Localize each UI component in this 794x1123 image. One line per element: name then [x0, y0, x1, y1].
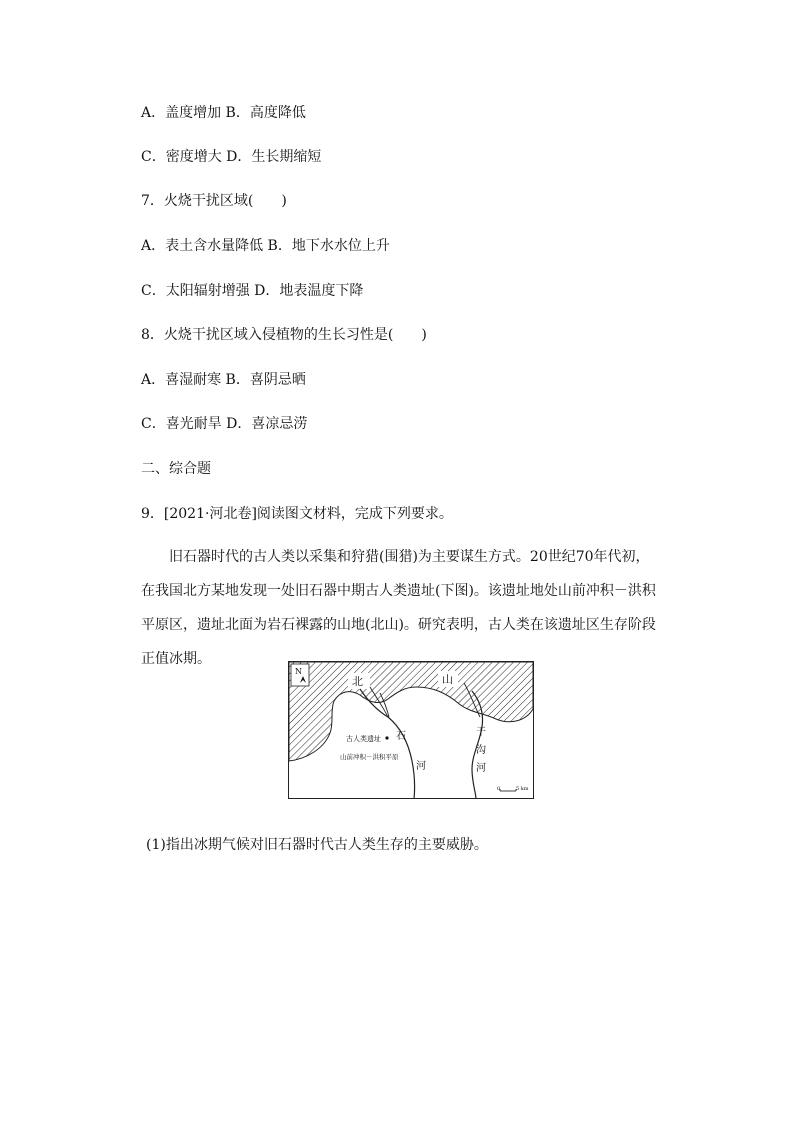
scale-zero: 0	[497, 786, 501, 792]
q7-stem: 7．火烧干扰区域( )	[141, 193, 287, 209]
q7-option-line-2: C．太阳辐射增强 D．地表温度下降	[141, 283, 364, 299]
q9-material-paragraph: 旧石器时代的古人类以采集和狩猎(围猎)为主要谋生方式。20世纪70年代初，在我国北方某地发现一处旧石器中期古人类遗址(下图)。该遗址地处山前冲积－洪积平原区，遗址北面为岩石裸露的山地(北山)。研究表明，古人类在该遗址区生存阶段正值冰期。	[141, 549, 656, 667]
scale-label: 5 km	[516, 786, 529, 792]
shi-river-label-2: 河	[416, 761, 426, 772]
plain-label: 山前冲积－洪积平原	[340, 753, 399, 761]
q6-option-line-2: C．密度增大 D．生长期缩短	[141, 149, 322, 165]
q7-option-line-1: A．表土含水量降低 B．地下水水位上升	[141, 238, 390, 254]
site-map-figure	[288, 661, 534, 799]
site-marker	[385, 736, 388, 739]
mountain-label-1: 北	[352, 675, 363, 688]
shi-river-label-1: 石	[396, 731, 406, 742]
gangou-river-label-3: 河	[476, 763, 486, 774]
gangou-river-label-2: 沟	[476, 745, 486, 756]
q8-option-line-2: C．喜光耐旱 D．喜凉忌涝	[141, 416, 308, 432]
north-arrow-label: N	[295, 667, 302, 676]
q8-option-line-1: A．喜湿耐寒 B．喜阴忌晒	[141, 372, 306, 388]
section-title: 二、综合题	[141, 461, 211, 477]
mountain-label-2: 山	[442, 673, 453, 686]
site-label: 古人类遗址	[346, 735, 381, 743]
q9-stem: 9．[2021·河北卷]阅读图文材料，完成下列要求。	[141, 506, 453, 522]
q8-stem: 8．火烧干扰区域入侵植物的生长习性是( )	[141, 327, 427, 343]
gangou-river-label-1: 干	[476, 727, 486, 738]
q6-option-line-1: A．盖度增加 B．高度降低	[141, 105, 306, 121]
q9-subquestion-1: (1)指出冰期气候对旧石器时代古人类生存的主要威胁。	[146, 837, 488, 853]
